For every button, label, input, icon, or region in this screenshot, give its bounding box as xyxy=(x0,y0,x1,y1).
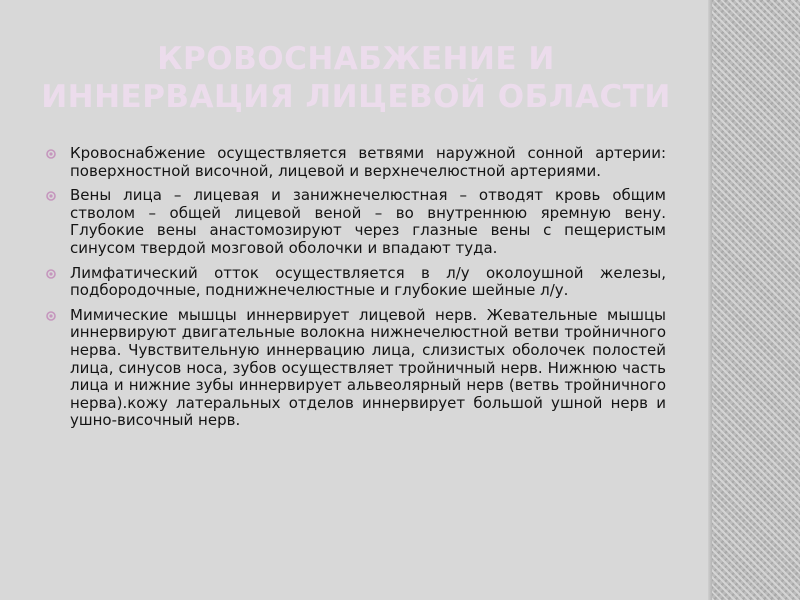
list-item xyxy=(46,307,666,430)
circle-bullet-icon xyxy=(46,269,56,279)
bullet-text-1: Кровоснабжение осуществляется ветвями наружной сонной артерии: поверхностной височной, лицевой и верхнечелюстной артериями. xyxy=(70,144,666,180)
circle-bullet-icon xyxy=(46,311,56,321)
circle-bullet-icon xyxy=(46,191,56,201)
bullet-text-4: Мимические мышцы иннервирует лицевой нерв. Жевательные мышцы иннервируют двигательные волокна нижнечелюстной ветви тройничного нерва. Чувствительную иннервацию лица, слизистых оболочек полостей лица, синусов носа, зубов осуществляет тройничный нерв. Нижнюю часть лица и нижние зубы иннервирует альвеолярный нерв (ветвь тройничного нерва).кожу латеральных отделов иннервирует большой ушной нерв и ушно-височный нерв. xyxy=(70,305,666,430)
slide-title xyxy=(20,40,692,116)
list-item xyxy=(46,145,666,180)
list-item xyxy=(46,265,666,300)
list-item xyxy=(46,187,666,257)
bullet-list xyxy=(46,145,666,437)
slide-title-line-2: ИННЕРВАЦИЯ ЛИЦЕВОЙ ОБЛАСТИ xyxy=(41,79,671,115)
circle-bullet-icon xyxy=(46,149,56,159)
slide-title-line-1: КРОВОСНАБЖЕНИЕ И xyxy=(157,41,555,77)
bullet-text-3: Лимфатический отток осуществляется в л/у околоушной железы, подбородочные, поднижнечелюстные и глубокие шейные л/у. xyxy=(70,263,666,300)
decorative-pattern-strip xyxy=(712,0,800,600)
bullet-text-2: Вены лица – лицевая и занижнечелюстная – отводят кровь общим стволом – общей лицевой веной – во внутреннюю яремную вену. Глубокие вены анастомозируют через глазные вены с пещеристым синусом твердой мозговой оболочки и впадают туда. xyxy=(70,186,666,257)
